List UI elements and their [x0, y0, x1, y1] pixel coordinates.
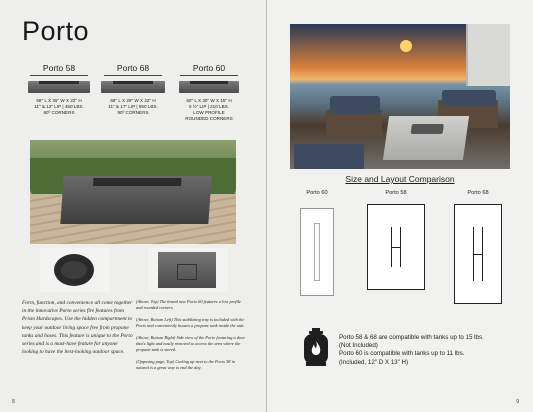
fire-table-thumbnail	[101, 81, 165, 93]
propane-tank-icon	[301, 327, 331, 367]
page-number: 9	[516, 399, 519, 405]
model-name: Porto 68	[104, 63, 162, 76]
model-porto-58	[24, 58, 94, 116]
section-heading: Size and Layout Comparison	[345, 174, 455, 184]
diagram-label: Porto 68	[467, 190, 489, 196]
right-page	[267, 0, 533, 412]
table-outline	[367, 204, 425, 290]
caption: (Above, Bottom Left) This stabilizing tray is included with the Porto and conveniently houses a propane tank inside the unit.	[136, 316, 245, 329]
left-page	[0, 0, 266, 412]
model-porto-68	[98, 58, 168, 116]
sunset-patio-photo	[290, 24, 510, 169]
model-porto-60	[174, 58, 244, 122]
model-name: Porto 60	[180, 63, 238, 76]
layout-diagram-porto-68	[443, 190, 513, 304]
tank-compatibility-note	[339, 334, 519, 367]
body-text: Form, function, and convenience all come together in the innovative Porto series fire features from Prism Hardscapes. Use the hidden compartment to keep your outdoor living space free from propane tanks and hoses. This feature is unique to the Porto series and is a must-have feature for anyone looking to have the best-looking outdoor space.	[22, 300, 133, 356]
photo-captions	[136, 299, 246, 377]
fire-table-thumbnail	[28, 81, 90, 93]
tank-note-line: Porto 60 is compatible with tanks up to 11 lbs.	[339, 350, 465, 358]
burner-outline	[391, 227, 401, 267]
side-door-photo	[148, 248, 228, 292]
tank-note-line: Porto 58 & 68 are compatible with tanks up to 15 lbs.	[339, 334, 484, 341]
model-name: Porto 58	[30, 63, 88, 76]
fire-table-garden-photo	[30, 140, 236, 244]
diagram-label: Porto 58	[385, 190, 407, 196]
page-title: Porto	[22, 16, 90, 46]
table-outline	[454, 204, 502, 304]
layout-diagram-porto-58	[361, 190, 431, 290]
model-spec: 68" L X 29" W X 22" H 11" & 17" LIP | 550 LBS. 90º CORNERS	[108, 98, 158, 115]
fire-table-thumbnail	[179, 81, 239, 93]
burner-outline	[473, 227, 483, 281]
tank-note-line: (Included, 12" D X 13" H)	[339, 358, 409, 366]
layout-diagram-porto-60	[287, 190, 347, 296]
caption: (Opposing page, Top) Curling up next to the Porto 58 in natural is a great way to end the day.	[136, 358, 235, 371]
model-spec: 60" L X 30" W X 15" H 5 ½" LIP | 210 LBS. LOW PROFILE ROUNDED CORNERS	[185, 98, 233, 121]
diagram-label: Porto 60	[306, 190, 328, 196]
page-number: 8	[12, 399, 15, 405]
stabilizing-tray-photo	[40, 248, 110, 292]
tank-note-line: (Not Included)	[339, 342, 378, 350]
burner-outline	[314, 223, 320, 281]
caption: (Above, Top) The brand new Porto 60 features a low profile and rounded corners.	[136, 299, 242, 311]
table-outline	[300, 208, 334, 296]
caption: (Above, Bottom Right) Side view of the Porto featuring a door that's light and easily removed to access the area where the propane tank is stored.	[136, 334, 246, 353]
model-spec: 58" L X 36" W X 22" H 11" & 12" LIP | 450 LBS. 90º CORNERS	[34, 98, 84, 115]
